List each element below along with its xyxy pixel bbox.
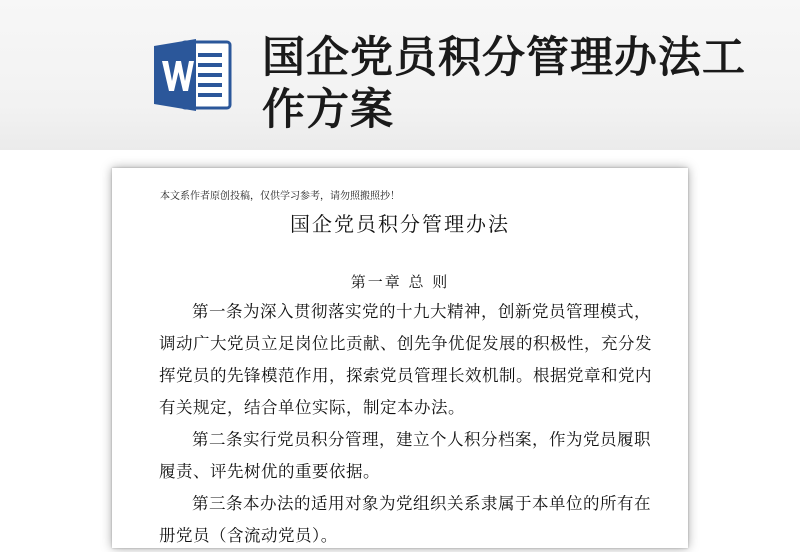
header-banner xyxy=(0,0,800,150)
word-document-icon xyxy=(152,36,234,114)
article-3-paragraph: 第三条本办法的适用对象为党组织关系隶属于本单位的所有在册党员（含流动党员）。 xyxy=(159,494,651,545)
banner-title: 国企党员积分管理办法工作方案 xyxy=(262,33,746,135)
document-page xyxy=(112,168,688,548)
article-1-paragraph: 第一条为深入贯彻落实党的十九大精神，创新党员管理模式，调动广大党员立足岗位比贡献、创先争优促发展的积极性，充分发挥党员的先锋模范作用，探索党员管理长效机制。根据党章和党内有关规定，结合单位实际，制定本办法。 xyxy=(159,302,652,417)
article-2-paragraph: 第二条实行党员积分管理，建立个人积分档案，作为党员履职履责、评先树优的重要依据。 xyxy=(159,430,651,481)
document-body xyxy=(159,296,659,552)
copyright-notice: 本文系作者原创投稿，仅供学习参考，请勿照搬照抄！ xyxy=(160,191,400,202)
document-title: 国企党员积分管理办法 xyxy=(290,212,510,236)
chapter-heading: 第一章 总 则 xyxy=(350,273,450,291)
